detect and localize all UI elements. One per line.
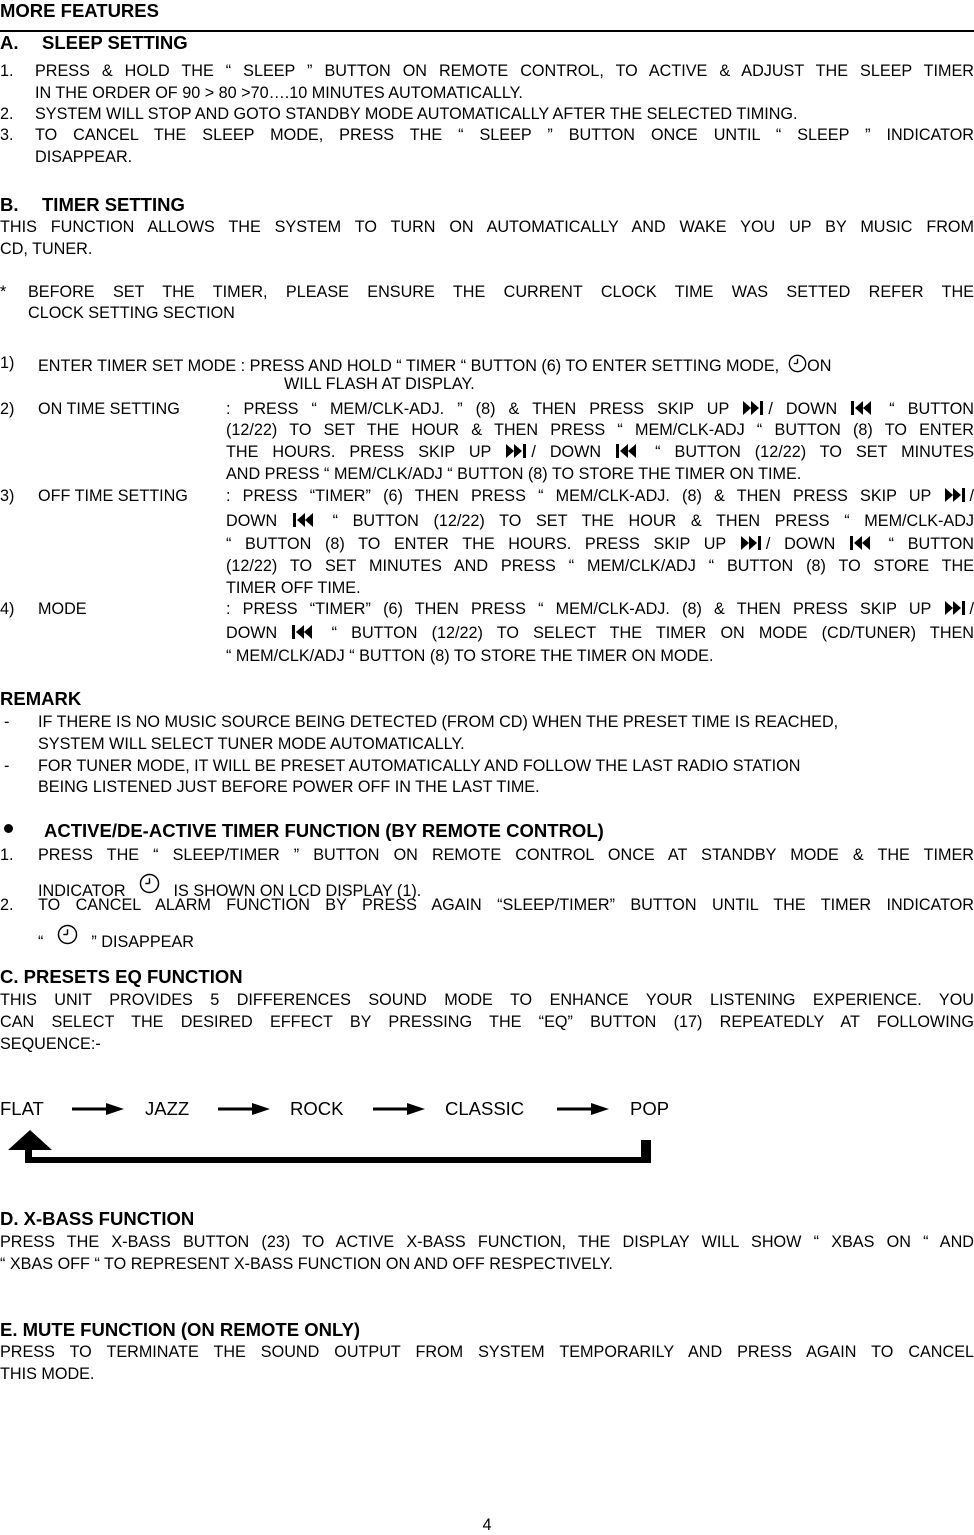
skip-next-icon — [740, 535, 766, 551]
mute-heading: E. MUTE FUNCTION (ON REMOTE ONLY) — [0, 1319, 361, 1340]
section-b-letter: B. — [0, 194, 19, 215]
mute-text: PRESS TO TERMINATE THE SOUND OUTPUT FROM SYSTEM TEMPORARILY AND PRESS AGAIN TO CANCEL — [0, 1343, 974, 1361]
eq-mode-rock: ROCK — [290, 1098, 344, 1119]
active-item-1-text-2: INDICATOR IS SHOWN ON LCD DISPLAY (1). — [38, 873, 421, 901]
skip-prev-icon — [615, 443, 641, 459]
sleep-item-1-num: 1. — [0, 62, 14, 80]
eq-text: THIS UNIT PROVIDES 5 DIFFERENCES SOUND MODE TO ENHANCE YOUR LISTENING EXPERIENCE. YOU — [0, 991, 974, 1009]
section-b-heading: TIMER SETTING — [42, 194, 185, 215]
timer-note: BEFORE SET THE TIMER, PLEASE ENSURE THE CURRENT CLOCK TIME WAS SETTED REFER THE — [28, 283, 974, 301]
skip-next-icon — [944, 600, 970, 616]
skip-prev-icon — [849, 535, 875, 551]
skip-prev-icon — [292, 512, 318, 528]
active-item-1-text: PRESS THE “ SLEEP/TIMER ” BUTTON ON REMOTE CONTROL ONCE AT STANDBY MODE & THE TIMER — [38, 846, 974, 864]
timer-intro: THIS FUNCTION ALLOWS THE SYSTEM TO TURN ON AUTOMATICALLY AND WAKE YOU UP BY MUSIC FROM — [0, 218, 974, 236]
sleep-item-3-text: TO CANCEL THE SLEEP MODE, PRESS THE “ SLEEP ” BUTTON ONCE UNTIL “ SLEEP ” INDICATOR — [35, 126, 974, 144]
note-star: * — [0, 283, 7, 301]
active-item-2-text-2: “ ” DISAPPEAR — [38, 924, 194, 952]
clock-icon — [57, 924, 78, 945]
sleep-item-2-text: SYSTEM WILL STOP AND GOTO STANDBY MODE AUTOMATICALLY AFTER THE SELECTED TIMING. — [35, 105, 798, 123]
timer-note-2: CLOCK SETTING SECTION — [28, 304, 235, 322]
eq-text-3: SEQUENCE:- — [0, 1035, 101, 1053]
section-a-letter: A. — [0, 32, 19, 53]
step-4-line-2: DOWN “ BUTTON (12/22) TO SELECT THE TIMER ON MODE (CD/TUNER) THEN — [226, 624, 974, 642]
step-3-line-3: “ BUTTON (8) TO ENTER THE HOURS. PRESS SKIP UP / DOWN “ BUTTON — [226, 535, 974, 553]
eq-mode-classic: CLASSIC — [445, 1098, 525, 1119]
step-1-text-2: WILL FLASH AT DISPLAY. — [284, 375, 475, 393]
remark-2-text: FOR TUNER MODE, IT WILL BE PRESET AUTOMATICALLY AND FOLLOW THE LAST RADIO STATION — [38, 757, 801, 775]
step-4-line-3: “ MEM/CLK/ADJ “ BUTTON (8) TO STORE THE TIMER ON MODE. — [226, 647, 714, 665]
step-3-line-1: : PRESS “TIMER” (6) THEN PRESS “ MEM/CLK-ADJ. (8) & THEN PRESS SKIP UP / — [226, 487, 974, 505]
step-2-line-1: : PRESS “ MEM/CLK-ADJ. ” (8) & THEN PRESS SKIP UP / DOWN “ BUTTON — [226, 400, 974, 418]
step-3-line-5: TIMER OFF TIME. — [226, 579, 361, 597]
eq-mode-pop: POP — [630, 1098, 670, 1119]
eq-mode-jazz: JAZZ — [145, 1098, 190, 1119]
step-3-line-4: (12/22) TO SET MINUTES AND PRESS “ MEM/CLK/ADJ “ BUTTON (8) TO STORE THE — [226, 557, 974, 575]
step-2-num: 2) — [0, 400, 15, 418]
sleep-item-3-text-2: DISAPPEAR. — [35, 148, 133, 166]
xbass-text-2: “ XBAS OFF “ TO REPRESENT X-BASS FUNCTION ON AND OFF RESPECTIVELY. — [0, 1255, 613, 1273]
step-2-label: ON TIME SETTING — [38, 400, 180, 418]
eq-loop-arrow-icon — [0, 1126, 660, 1166]
mute-text-2: THIS MODE. — [0, 1365, 95, 1383]
eq-mode-flat: FLAT — [0, 1098, 44, 1119]
step-1-text: ENTER TIMER SET MODE : PRESS AND HOLD “ TIMER “ BUTTON (6) TO ENTER SETTING MODE, ON — [38, 354, 831, 376]
arrow-right-icon — [218, 1103, 270, 1115]
sleep-item-1-text: PRESS & HOLD THE “ SLEEP ” BUTTON ON REMOTE CONTROL, TO ACTIVE & ADJUST THE SLEEP TIMER — [35, 62, 974, 80]
active-heading: ACTIVE/DE-ACTIVE TIMER FUNCTION (BY REMOTE CONTROL) — [44, 820, 604, 841]
page-number: 4 — [482, 1516, 492, 1534]
arrow-right-icon — [557, 1103, 609, 1115]
step-1-num: 1) — [0, 354, 15, 372]
bullet-icon — [4, 824, 13, 833]
step-3-label: OFF TIME SETTING — [38, 487, 188, 505]
arrow-right-icon — [373, 1103, 425, 1115]
arrow-right-icon — [72, 1103, 124, 1115]
timer-intro-2: CD, TUNER. — [0, 240, 93, 258]
sleep-item-1-text-2: IN THE ORDER OF 90 > 80 >70….10 MINUTES AUTOMATICALLY. — [35, 84, 523, 102]
skip-next-icon — [742, 400, 768, 416]
xbass-text: PRESS THE X-BASS BUTTON (23) TO ACTIVE X-BASS FUNCTION, THE DISPLAY WILL SHOW “ XBAS ON “ AND — [0, 1233, 974, 1251]
step-2-line-2: (12/22) TO SET THE HOUR & THEN PRESS “ MEM/CLK-ADJ “ BUTTON (8) TO ENTER — [226, 421, 974, 439]
sleep-item-3-num: 3. — [0, 126, 14, 144]
skip-prev-icon — [850, 400, 876, 416]
sleep-item-2-num: 2. — [0, 105, 14, 123]
step-2-line-4: AND PRESS “ MEM/CLK/ADJ “ BUTTON (8) TO STORE THE TIMER ON TIME. — [226, 465, 802, 483]
skip-prev-icon — [291, 624, 317, 640]
step-2-line-3: THE HOURS. PRESS SKIP UP / DOWN “ BUTTON (12/22) TO SET MINUTES — [226, 443, 974, 461]
skip-next-icon — [505, 443, 531, 459]
remark-2-text-2: BEING LISTENED JUST BEFORE POWER OFF IN THE LAST TIME. — [38, 778, 540, 796]
remark-1-text-2: SYSTEM WILL SELECT TUNER MODE AUTOMATICALLY. — [38, 735, 465, 753]
active-item-2-num: 2. — [0, 896, 14, 914]
clock-icon — [788, 354, 807, 373]
eq-heading: C. PRESETS EQ FUNCTION — [0, 966, 243, 987]
step-4-num: 4) — [0, 600, 15, 618]
eq-text-2: CAN SELECT THE DESIRED EFFECT BY PRESSING THE “EQ” BUTTON (17) REPEATEDLY AT FOLLOWING — [0, 1013, 974, 1031]
section-a-heading: SLEEP SETTING — [42, 32, 188, 53]
skip-next-icon — [944, 487, 970, 503]
xbass-heading: D. X-BASS FUNCTION — [0, 1208, 195, 1229]
step-3-line-2: DOWN “ BUTTON (12/22) TO SET THE HOUR & THEN PRESS “ MEM/CLK-ADJ — [226, 512, 974, 530]
remark-2-dash: - — [4, 757, 10, 775]
step-4-label: MODE — [38, 600, 87, 618]
page-title: MORE FEATURES — [0, 0, 159, 21]
remark-1-dash: - — [4, 713, 10, 731]
active-item-1-num: 1. — [0, 846, 14, 864]
clock-icon — [139, 873, 160, 894]
remark-heading: REMARK — [0, 688, 82, 709]
active-item-2-text: TO CANCEL ALARM FUNCTION BY PRESS AGAIN “SLEEP/TIMER” BUTTON UNTIL THE TIMER INDICATOR — [38, 896, 974, 914]
remark-1-text: IF THERE IS NO MUSIC SOURCE BEING DETECTED (FROM CD) WHEN THE PRESET TIME IS REACHED, — [38, 713, 839, 731]
step-3-num: 3) — [0, 487, 15, 505]
step-4-line-1: : PRESS “TIMER” (6) THEN PRESS “ MEM/CLK-ADJ. (8) & THEN PRESS SKIP UP / — [226, 600, 974, 618]
